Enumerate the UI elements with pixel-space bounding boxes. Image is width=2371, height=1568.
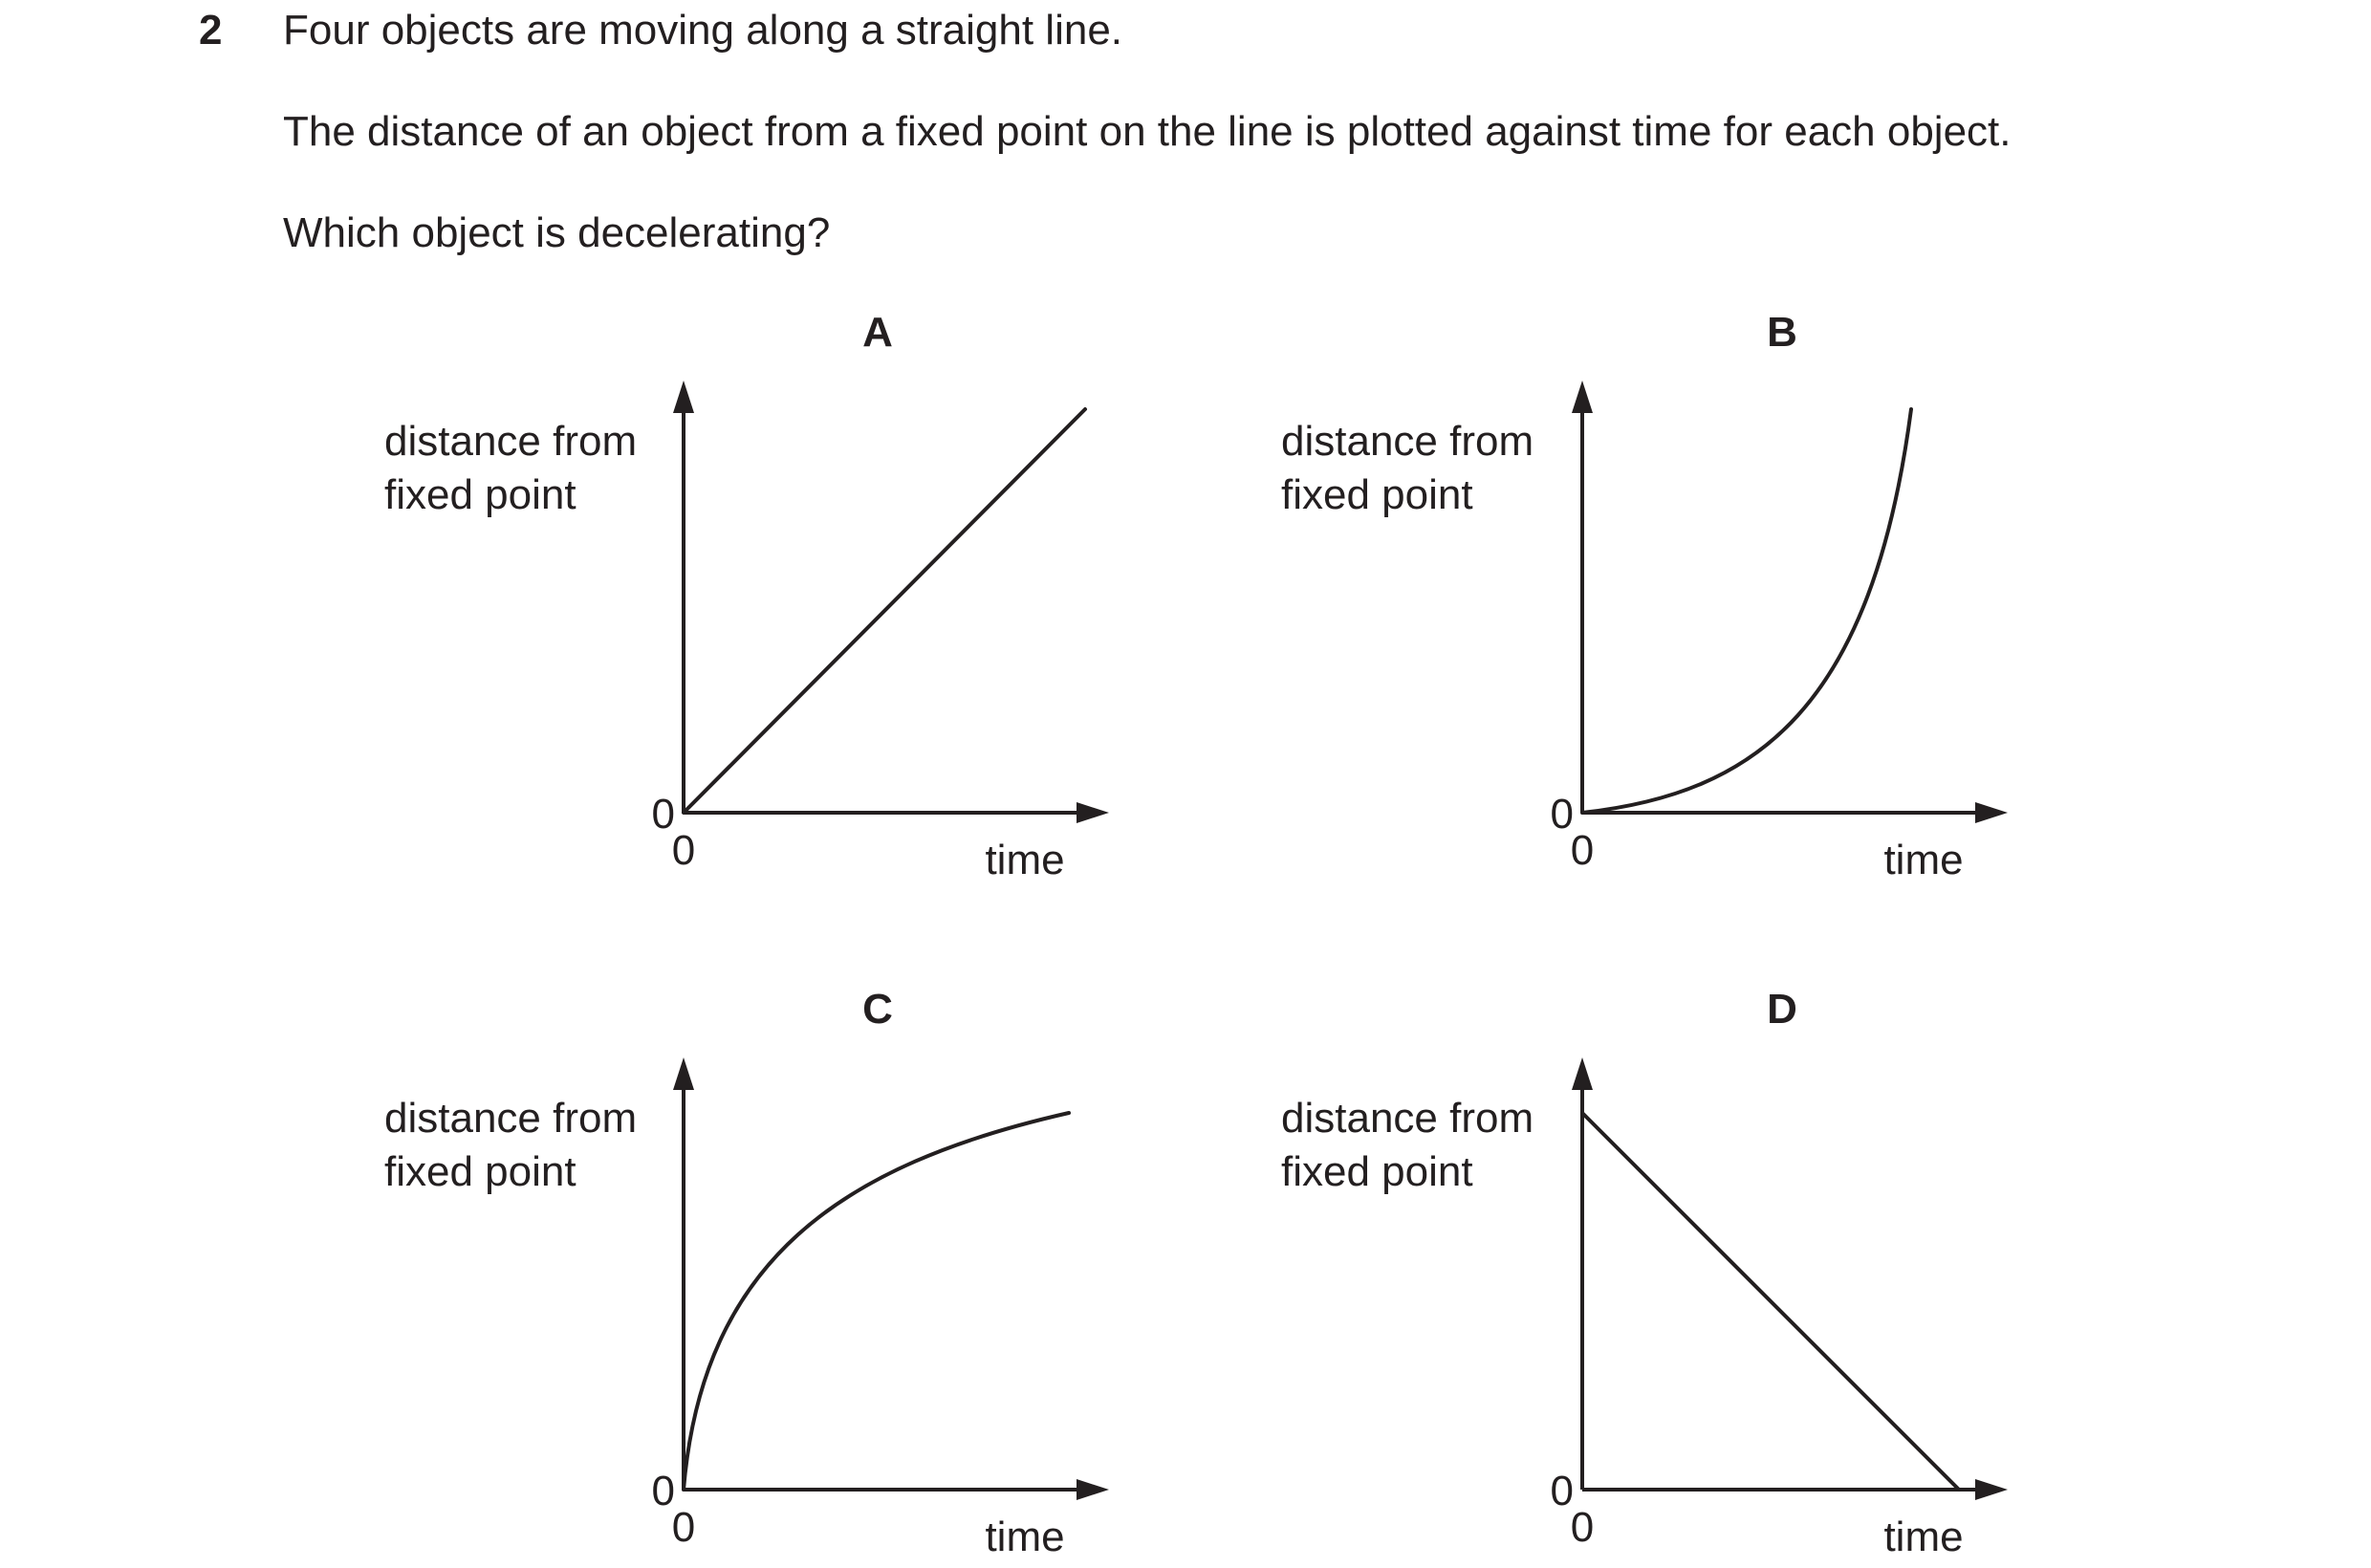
y-origin-label: 0 <box>651 791 675 838</box>
x-axis-arrowhead <box>1975 1479 2008 1500</box>
x-axis-arrowhead <box>1077 802 1109 823</box>
x-origin-label: 0 <box>1570 1504 1595 1551</box>
graph-curve-c <box>684 1113 1069 1490</box>
x-axis-label: time <box>985 837 1065 883</box>
question-number: 2 <box>199 7 223 54</box>
graph-d <box>1260 973 2025 1566</box>
y-axis-arrowhead <box>673 1057 694 1090</box>
y-axis-label-line-2: fixed point <box>384 471 576 518</box>
y-axis-label-line-1: distance from <box>1281 1095 1534 1142</box>
question-stem-line-3: Which object is decelerating? <box>283 209 831 256</box>
x-origin-label: 0 <box>671 827 696 874</box>
graph-c <box>363 973 1128 1566</box>
x-axis-arrowhead <box>1077 1479 1109 1500</box>
y-axis-label-line-2: fixed point <box>1281 471 1473 518</box>
x-axis-label: time <box>1883 837 1964 883</box>
y-axis-label-line-1: distance from <box>384 1095 638 1142</box>
question-stem-line-1: Four objects are moving along a straight line. <box>283 7 1123 54</box>
y-axis-label-line-2: fixed point <box>384 1148 576 1195</box>
graph-letter-b: B <box>1767 309 1797 356</box>
y-axis-label-line-2: fixed point <box>1281 1148 1473 1195</box>
graph-letter-d: D <box>1767 986 1797 1033</box>
y-axis-arrowhead <box>1572 381 1593 413</box>
y-axis-label-line-1: distance from <box>1281 418 1534 465</box>
graph-letter-a: A <box>862 309 893 356</box>
x-axis-arrowhead <box>1975 802 2008 823</box>
y-origin-label: 0 <box>1550 791 1574 838</box>
y-axis-arrowhead <box>1572 1057 1593 1090</box>
y-origin-label: 0 <box>651 1468 675 1514</box>
graph-letter-c: C <box>862 986 893 1033</box>
x-origin-label: 0 <box>671 1504 696 1551</box>
x-origin-label: 0 <box>1570 827 1595 874</box>
y-axis-label-line-1: distance from <box>384 418 638 465</box>
graph-a <box>363 296 1128 889</box>
y-axis-arrowhead <box>673 381 694 413</box>
graph-curve-b <box>1582 409 1911 813</box>
graph-line-d <box>1582 1113 1959 1490</box>
question-stem-line-2: The distance of an object from a fixed point on the line is plotted against time for each object. <box>283 108 2012 155</box>
graph-b <box>1260 296 2025 889</box>
x-axis-label: time <box>1883 1514 1964 1560</box>
x-axis-label: time <box>985 1514 1065 1560</box>
graph-line-a <box>684 409 1085 813</box>
y-origin-label: 0 <box>1550 1468 1574 1514</box>
